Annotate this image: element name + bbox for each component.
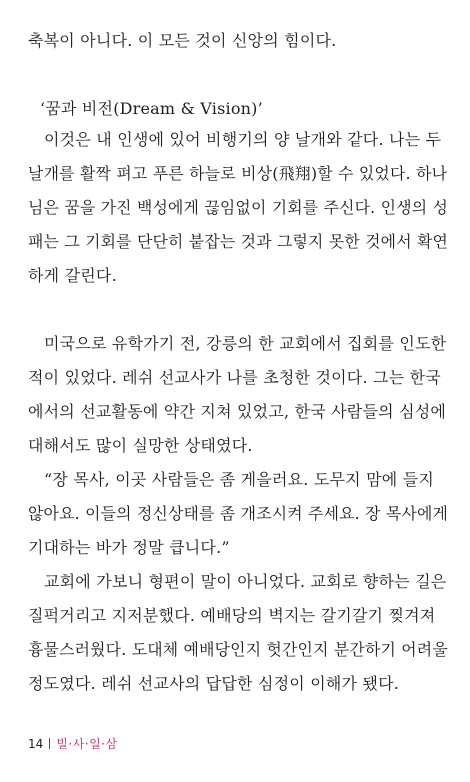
text-line: 대해서도 많이 실망한 상태였다.: [28, 436, 253, 455]
text-line: 미국으로 유학가기 전, 강릉의 한 교회에서 집회를 인도한: [44, 334, 447, 353]
text-line: 적이 있었다. 레쉬 선교사가 나를 초청한 것이다. 그는 한국: [28, 368, 441, 387]
quote-line: 기대하는 바가 정말 큽니다.”: [28, 538, 230, 557]
running-title: 빌·사·일·삼: [56, 737, 118, 751]
text-line: 질퍽거리고 지저분했다. 예배당의 벽지는 갈기갈기 찢겨져: [28, 606, 436, 625]
text-line: 흉물스러웠다. 도대체 예배당인지 헛간인지 분간하기 어려울: [28, 640, 448, 659]
text-line: 축복이 아니다. 이 모든 것이 신앙의 힘이다.: [28, 31, 337, 50]
text-line: 교회에 가보니 형편이 말이 아니었다. 교회로 향하는 길은: [44, 572, 447, 591]
text-line: 이것은 내 인생에 있어 비행기의 양 날개와 같다. 나는 두: [44, 130, 442, 149]
text-line: 하게 갈린다.: [28, 266, 117, 285]
quote-line: 않아요. 이들의 정신상태를 좀 개조시켜 주세요. 장 목사에게: [28, 504, 449, 523]
text-line: 님은 꿈을 가진 백성에게 끊임없이 기회를 주신다. 인생의 성: [28, 198, 449, 217]
text-line: 에서의 선교활동에 약간 지쳐 있었고, 한국 사람들의 심성에: [28, 402, 447, 421]
text-line: 정도였다. 레쉬 선교사의 답답한 심정이 이해가 됐다.: [28, 674, 400, 693]
section-heading: ‘꿈과 비전(Dream & Vision)’: [40, 99, 263, 118]
page-number: 14: [28, 737, 44, 751]
footer-divider: [49, 738, 50, 749]
text-line: 날개를 활짝 펴고 푸른 하늘로 비상(飛翔)할 수 있었다. 하나: [28, 164, 448, 183]
page-footer: [28, 736, 118, 752]
quote-line: “장 목사, 이곳 사람들은 좀 게을러요. 도무지 맘에 들지: [44, 470, 435, 489]
text-line: 패는 그 기회를 단단히 붙잡는 것과 그렇지 못한 것에서 확연: [28, 232, 449, 251]
